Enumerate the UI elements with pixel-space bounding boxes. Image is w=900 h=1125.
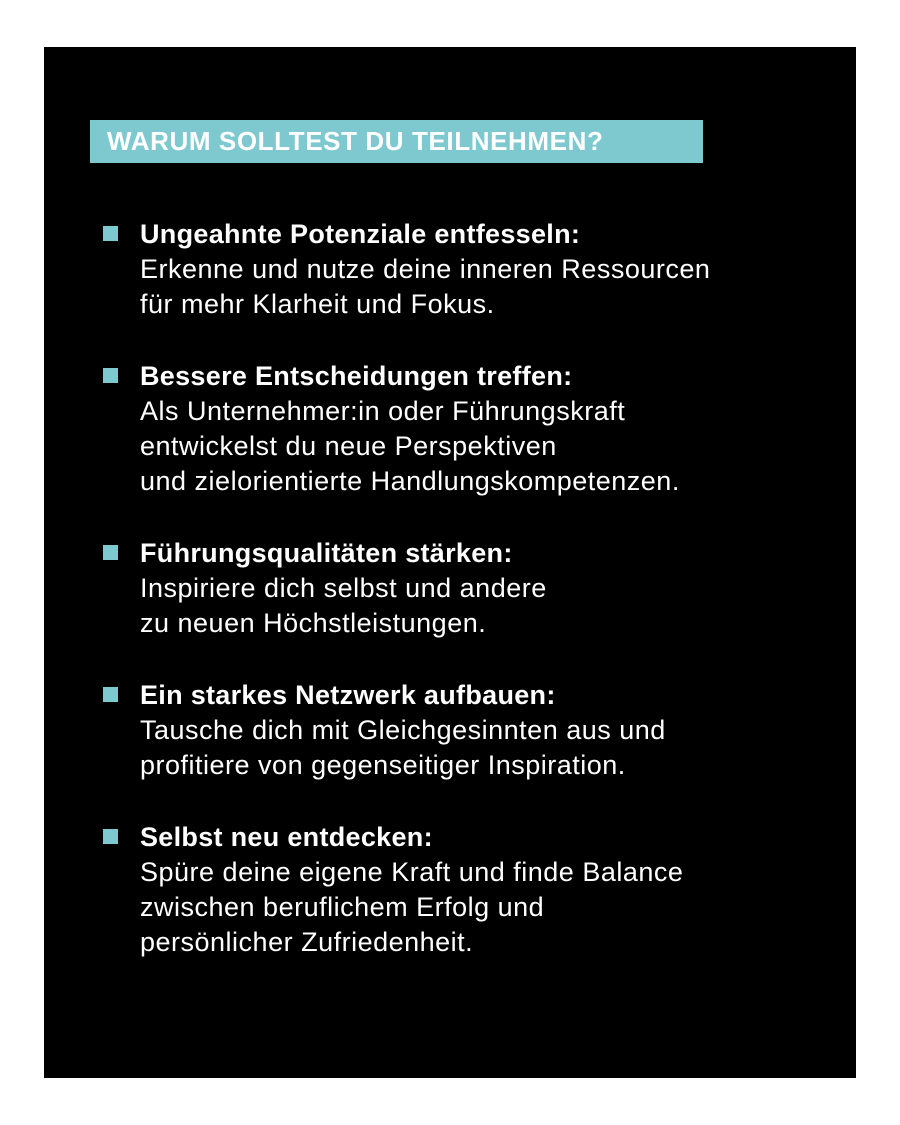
benefit-item bbox=[103, 678, 823, 783]
square-bullet-icon bbox=[103, 226, 118, 241]
benefit-title: Führungsqualitäten stärken: bbox=[140, 538, 513, 568]
benefit-description-line: profitiere von gegenseitiger Inspiration. bbox=[140, 750, 626, 780]
benefit-description-line: entwickelst du neue Perspektiven bbox=[140, 431, 557, 461]
benefit-title: Ein starkes Netzwerk aufbauen: bbox=[140, 680, 556, 710]
content-panel bbox=[44, 47, 856, 1078]
benefit-description-line: für mehr Klarheit und Fokus. bbox=[140, 289, 495, 319]
square-bullet-icon bbox=[103, 368, 118, 383]
benefit-description-line: Tausche dich mit Gleichgesinnten aus und bbox=[140, 715, 666, 745]
benefit-item bbox=[103, 536, 823, 641]
benefits-list bbox=[103, 217, 823, 997]
section-heading: WARUM SOLLTEST DU TEILNEHMEN? bbox=[90, 120, 703, 163]
benefit-title: Bessere Entscheidungen treffen: bbox=[140, 361, 573, 391]
benefit-description-line: zwischen beruflichem Erfolg und bbox=[140, 892, 545, 922]
benefit-item bbox=[103, 217, 823, 322]
benefit-item bbox=[103, 359, 823, 499]
square-bullet-icon bbox=[103, 687, 118, 702]
benefit-description-line: Inspiriere dich selbst und andere bbox=[140, 573, 547, 603]
benefit-title: Ungeahnte Potenziale entfesseln: bbox=[140, 219, 581, 249]
square-bullet-icon bbox=[103, 545, 118, 560]
benefit-item bbox=[103, 820, 823, 960]
benefit-description-line: persönlicher Zufriedenheit. bbox=[140, 927, 474, 957]
benefit-title: Selbst neu entdecken: bbox=[140, 822, 433, 852]
benefit-description-line: Spüre deine eigene Kraft und finde Balance bbox=[140, 857, 684, 887]
benefit-description-line: Erkenne und nutze deine inneren Ressourcen bbox=[140, 254, 711, 284]
benefit-description-line: zu neuen Höchstleistungen. bbox=[140, 608, 487, 638]
square-bullet-icon bbox=[103, 829, 118, 844]
benefit-description-line: Als Unternehmer:in oder Führungskraft bbox=[140, 396, 626, 426]
benefit-description-line: und zielorientierte Handlungskompetenzen. bbox=[140, 466, 680, 496]
